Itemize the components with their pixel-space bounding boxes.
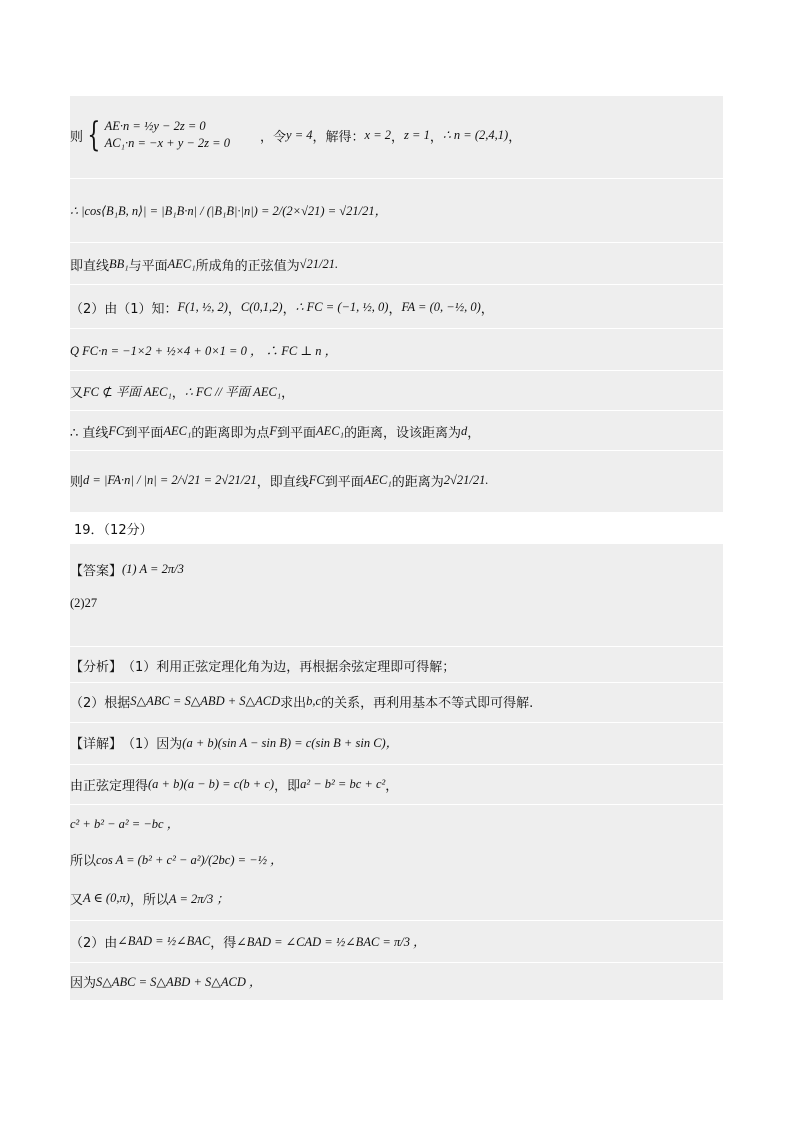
value-x: x = 2 — [364, 127, 391, 142]
analysis-2-e: 的关系，再利用基本不等式即可得解. — [321, 695, 534, 711]
text-also: 又 — [70, 385, 84, 401]
detail-2-a: 由正弦定理得 — [70, 778, 149, 794]
distance-formula: d = |FA·n| / |n| = 2/√21 = 2√21/21 — [83, 472, 257, 487]
parallel-line: 又 FC ⊄ 平面 AEC₁ ， ∴ FC // 平面 AEC₁ ， — [70, 370, 723, 411]
detail-line-4 — [70, 838, 723, 880]
value-y: y = 4 — [286, 127, 313, 142]
fc-parallel-plane: ∴ FC // 平面 AEC₁ — [184, 385, 282, 399]
simplified-equation: a² − b² = bc + c² — [300, 776, 386, 791]
detail-line-3 — [70, 804, 723, 841]
distance-value: 2√21/21. — [443, 472, 489, 487]
point-f: F(1, ½, 2) — [177, 299, 228, 314]
question-19-block — [70, 544, 723, 1000]
cos-a-formula: cos A = (b² + c² − a²)/(2bc) = −½ ， — [96, 853, 283, 867]
equation-ac1-n: AC₁·n = −x + y − 2z = 0 — [104, 136, 230, 150]
distance-d: d — [461, 423, 468, 438]
text-part2: （2）由（1）知： — [70, 301, 178, 317]
text-solve: ，解得： — [312, 129, 365, 145]
value-a: A = 2π/3 ； — [168, 892, 229, 906]
detail-line-5 — [70, 878, 723, 918]
equation-ae-n: AE·n = ½y − 2z = 0 — [104, 119, 206, 133]
detail-5-a: 又 — [70, 892, 84, 908]
plane-aec1-3: AEC₁ — [316, 423, 345, 438]
analysis-1: （1）利用正弦定理化角为边，再根据余弦定理即可得解； — [122, 659, 456, 675]
detail-line-7 — [70, 962, 723, 999]
detail-6-c: ，得 — [210, 935, 237, 951]
distance-statement-line: ∴ 直线 FC 到平面 AEC₁ 的距离即为点 F 到平面 AEC₁ 的距离，设该距离为 d ， — [70, 410, 723, 451]
text-line: 即直线 — [70, 258, 110, 274]
area-relation: S△ABC = S△ABD + S△ACD — [130, 694, 281, 708]
equation-system — [83, 115, 230, 155]
analysis-line-2 — [70, 682, 723, 719]
analysis-label: 【分析】 — [70, 659, 123, 675]
text-namely-line: ，即直线 — [256, 474, 309, 490]
dot-product: Q FC·n = −1×2 + ½×4 + 0×1 = 0 ， ∴ FC ⊥ n ， — [70, 344, 338, 358]
line-fc: FC — [108, 423, 125, 438]
detail-5-c: ，所以 — [129, 892, 169, 908]
vector-n-result: ∴ n = (2,4,1) — [442, 128, 509, 142]
dot-product-line — [70, 328, 723, 371]
detail-2-e: ， — [385, 778, 399, 794]
cosine-line — [70, 178, 723, 241]
detail-1-a: （1）因为 — [122, 736, 183, 752]
analysis-2-a: （2）根据 — [70, 695, 131, 711]
sine-result-line — [70, 242, 723, 285]
sine-value: √21/21. — [299, 256, 339, 271]
line-bb1: BB₁ — [109, 256, 129, 271]
area-sum: S△ABC = S△ABD + S△ACD ， — [96, 975, 262, 989]
detail-line-1 — [70, 722, 723, 761]
plane-aec1: AEC₁ — [167, 256, 196, 271]
detail-line-6 — [70, 920, 723, 961]
vector-fa: FA = (0, −½, 0) — [401, 299, 481, 314]
vars-bc: b,c — [306, 693, 322, 708]
sine-law-equation: (a + b)(a − b) = c(b + c) — [148, 776, 275, 791]
value-z: z = 1 — [404, 127, 430, 142]
text-then: 则 — [70, 474, 84, 490]
line-fc-2: FC — [308, 472, 325, 487]
answer-1: (1) A = 2π/3 — [122, 561, 184, 576]
angle-values: ∠BAD = ∠CAD = ½∠BAC = π/3 ， — [236, 935, 426, 949]
solution-continuation-block — [70, 96, 723, 512]
text-let: ，令 — [260, 129, 287, 145]
question-19-header — [74, 516, 474, 540]
text-sine-value: 所成角的正弦值为 — [195, 258, 300, 274]
system-equation-line: 则 { AE·n = ½y − 2z = 0 AC₁·n = −x + y − 2z = 0 ，令 y = 4 ，解得： x = 2 ， z = 1 ， ∴ n = (2,4,1) ， — [70, 115, 522, 155]
answer-line-1 — [70, 548, 723, 590]
text-ze: 则 — [70, 129, 84, 145]
text-to-plane: 到平面 — [124, 425, 164, 441]
given-equation: (a + b)(sin A − sin B) = c(sin B + sin C)， — [182, 736, 399, 750]
fc-not-in-plane: FC ⊄ 平面 AEC₁ — [83, 385, 172, 399]
answer-line-2 — [70, 588, 723, 618]
plane-aec1-4: AEC₁ — [363, 472, 392, 487]
answer-label: 【答案】 — [70, 563, 123, 579]
text-distance-d: 的距离，设该距离为 — [344, 425, 462, 441]
plane-aec1-2: AEC₁ — [163, 423, 192, 438]
text-distance-is: 的距离为 — [391, 474, 444, 490]
rearranged-equation: c² + b² − a² = −bc ， — [70, 817, 180, 831]
detail-6-a: （2）由 — [70, 935, 118, 951]
equation-rows — [105, 119, 230, 151]
point-c: C(0,1,2) — [240, 299, 283, 314]
part2-line: （2）由（1）知： F(1, ½, 2) ， C(0,1,2) ， ∴ FC = (−1, ½, 0) ， FA = (0, −½, 0) ， — [70, 284, 723, 329]
angle-bad-half: ∠BAD = ½∠BAC — [117, 934, 211, 948]
question-number: 19．（12分） — [74, 522, 153, 538]
detail-2-c: ，即 — [274, 778, 301, 794]
brace-icon: { — [87, 115, 101, 155]
analysis-2-c: 求出 — [280, 695, 307, 711]
text-to-plane-2: 到平面 — [277, 425, 317, 441]
detail-label: 【详解】 — [70, 736, 123, 752]
distance-result-line — [70, 450, 723, 509]
answer-2: (2)27 — [70, 595, 98, 610]
text-therefore-line: ∴ 直线 — [70, 425, 109, 441]
cosine-formula: ∴ |cos⟨B₁B, n⟩| = |B₁B·n| / (|B₁B|·|n|) = 2/(2×√21) = √21/21， — [70, 204, 388, 218]
point-f-label: F — [269, 423, 278, 438]
analysis-line-1 — [70, 646, 723, 683]
text-to-plane-3: 到平面 — [324, 474, 364, 490]
detail-4-a: 所以 — [70, 853, 97, 869]
detail-line-2 — [70, 764, 723, 803]
text-plane: 与平面 — [128, 258, 168, 274]
range-a: A ∈ (0,π) — [83, 891, 130, 905]
vector-fc: ∴ FC = (−1, ½, 0) — [295, 300, 389, 314]
text-point: 的距离即为点 — [191, 425, 270, 441]
detail-7-a: 因为 — [70, 975, 97, 991]
